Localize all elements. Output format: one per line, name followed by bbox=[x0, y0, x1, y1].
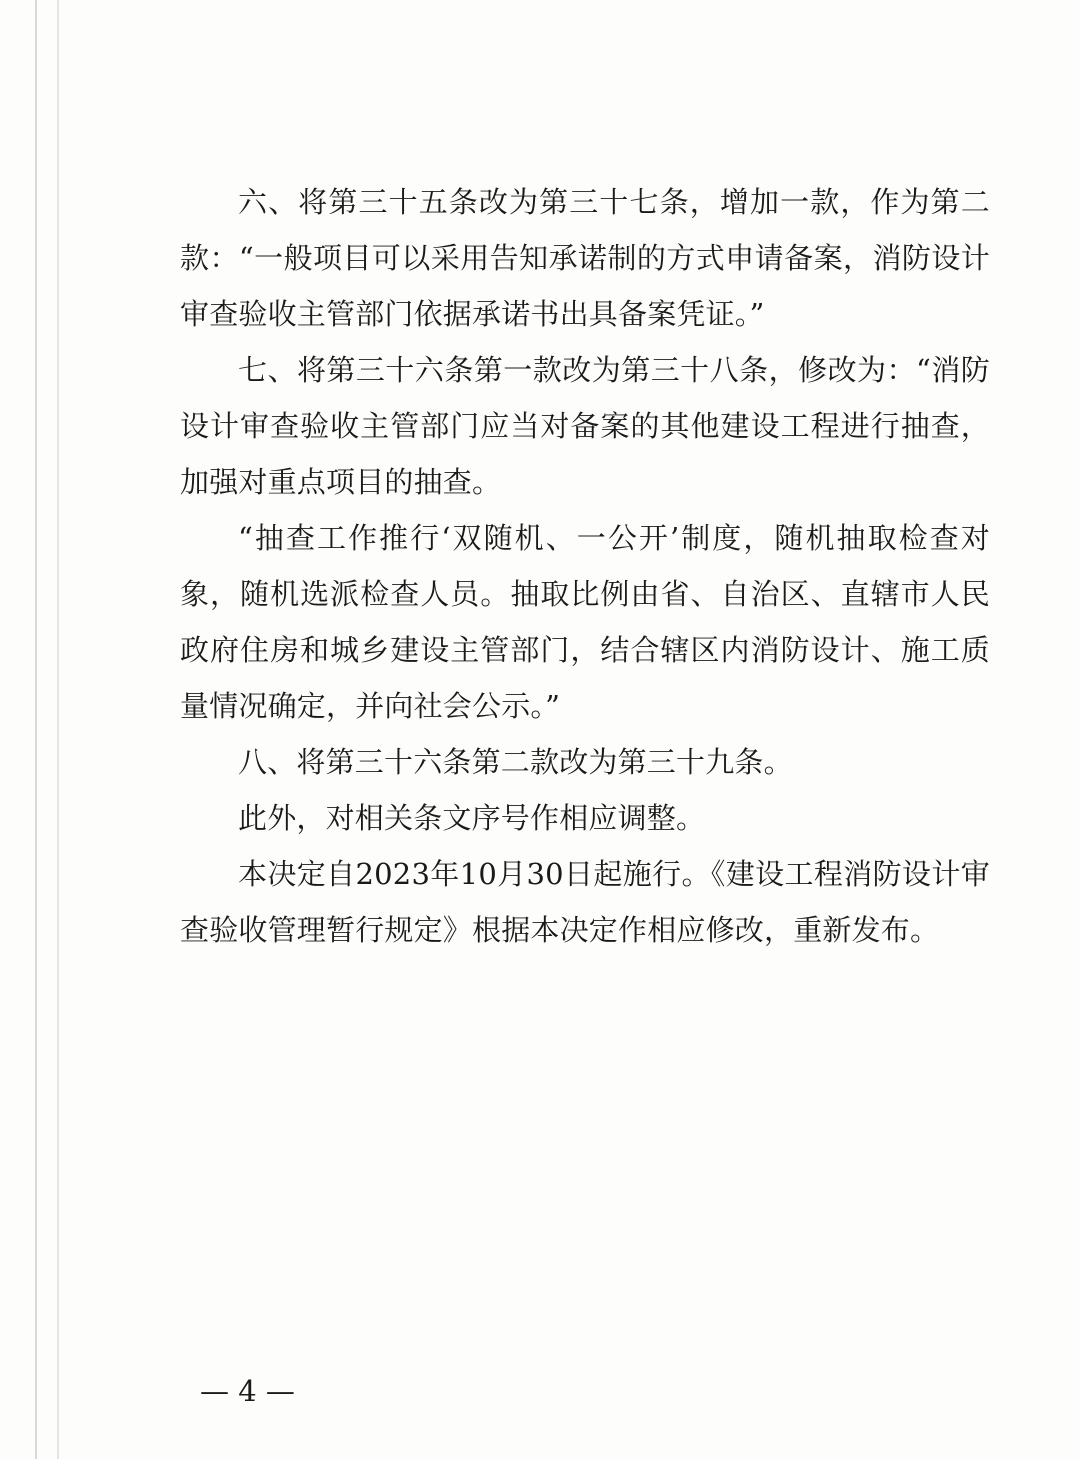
binding-margin-line bbox=[35, 0, 37, 1459]
document-body bbox=[180, 174, 990, 958]
paragraph-article-7: 七、将第三十六条第一款改为第三十八条，修改为：“消防设计审查验收主管部门应当对备案的其他建设工程进行抽查，加强对重点项目的抽查。 bbox=[180, 353, 990, 499]
paragraph-renumbering: 此外，对相关条文序号作相应调整。 bbox=[238, 801, 706, 835]
paragraph-article-8: 八、将第三十六条第二款改为第三十九条。 bbox=[238, 745, 793, 779]
paragraph-effective-date: 本决定自2023年10月30日起施行。《建设工程消防设计审查验收管理暂行规定》根据本决定作相应修改，重新发布。 bbox=[180, 857, 990, 947]
paragraph-spot-check: “抽查工作推行‘双随机、一公开’制度，随机抽取检查对象，随机选派检查人员。抽取比例由省、自治区、直辖市人民政府住房和城乡建设主管部门，结合辖区内消防设计、施工质量情况确定，并向社会公示。” bbox=[180, 521, 990, 723]
page-number: — 4 — bbox=[200, 1374, 295, 1408]
binding-margin-line bbox=[57, 0, 59, 1459]
paragraph-article-6: 六、将第三十五条改为第三十七条，增加一款，作为第二款：“一般项目可以采用告知承诺制的方式申请备案，消防设计审查验收主管部门依据承诺书出具备案凭证。” bbox=[180, 185, 990, 331]
